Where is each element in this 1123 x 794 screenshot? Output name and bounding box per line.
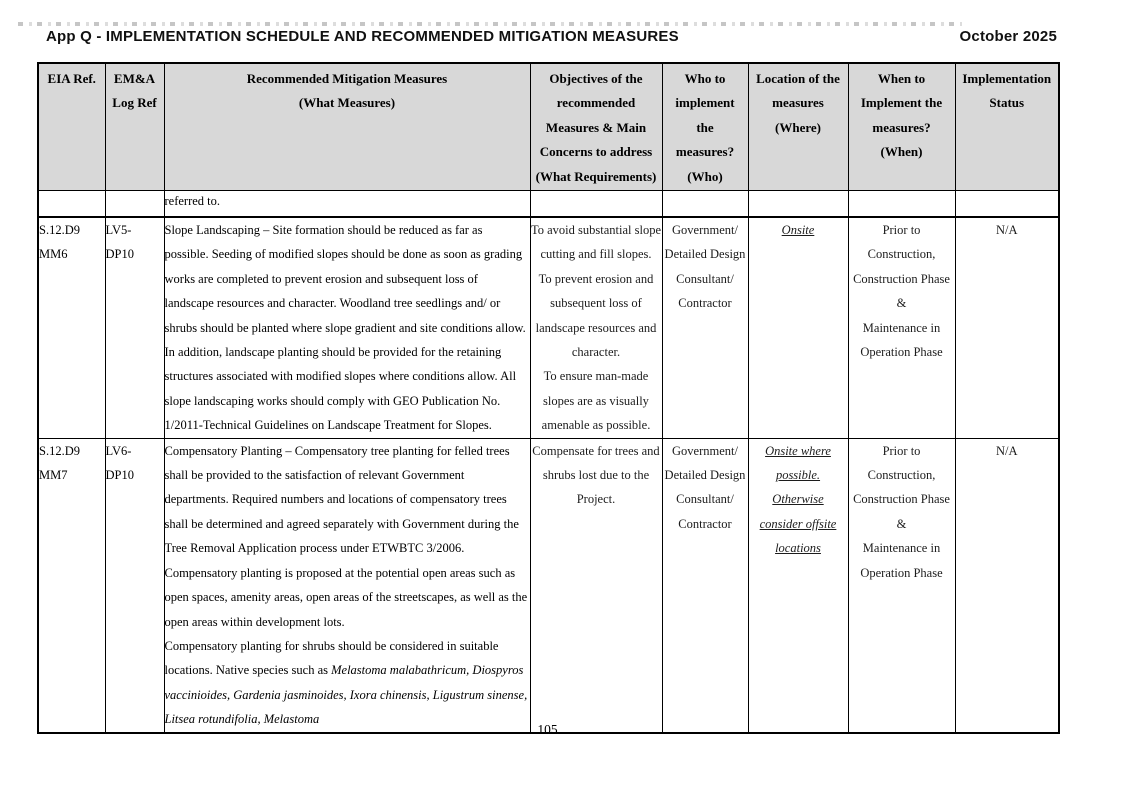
cell-objectives — [530, 217, 662, 438]
who-line: Detailed Design — [664, 468, 746, 483]
when-line: Construction Phase & — [853, 271, 950, 311]
measure-paragraph — [165, 439, 530, 561]
table-row — [38, 438, 1059, 732]
header-line: measures? — [675, 144, 735, 160]
header-line: Recommended Mitigation Measures — [246, 71, 448, 86]
measure-text: Slope Landscaping – Site formation should be reduced as far as possible. Seeding of modified slopes should be done as soon as grading works are completed to prevent erosion and subsequent loss of landscape resources and character. Woodland tree seedlings and/ or shrubs should be planted where slope gradient and site conditions allow. — [164, 223, 526, 335]
cell-where — [748, 217, 848, 438]
eia_ref-line: MM6 — [39, 247, 68, 262]
when-line: Construction Phase & — [853, 492, 950, 531]
cell-measures — [164, 191, 530, 218]
document-header — [46, 28, 1057, 45]
cell-eia_ref — [38, 191, 105, 218]
table-header — [38, 63, 1059, 191]
cell-eia_ref — [38, 438, 105, 732]
table-row — [38, 217, 1059, 438]
table-header-row — [38, 63, 1059, 191]
header-line: (What Requirements) — [535, 168, 657, 184]
log_ref-line: DP10 — [105, 247, 134, 262]
where-line: consider offsite — [759, 516, 837, 531]
header-line: Implementation — [962, 71, 1052, 86]
measure-text: Compensatory planting for shrubs should be considered in suitable locations. Native species such as — [164, 638, 499, 678]
objectives-line: subsequent loss of — [550, 296, 642, 311]
scan-artifact-line — [18, 22, 962, 26]
column-header-eia_ref — [38, 63, 105, 191]
header-line: Location of the — [756, 71, 840, 86]
column-header-when — [848, 63, 955, 191]
cell-when — [848, 191, 955, 218]
log_ref-line: DP10 — [105, 468, 134, 483]
cell-where — [748, 438, 848, 732]
objectives-line: Project. — [576, 492, 616, 507]
objectives-line: character. — [571, 345, 621, 360]
table-row — [38, 191, 1059, 218]
cell-measures — [164, 438, 530, 732]
cell-where — [748, 191, 848, 218]
column-header-where — [748, 63, 848, 191]
header-line: When to — [877, 71, 926, 86]
where-line: possible. — [775, 468, 821, 483]
mitigation-schedule-table — [37, 62, 1060, 734]
who-line: Government/ — [672, 443, 738, 458]
header-line: Objectives of the — [549, 71, 643, 86]
cell-measures — [164, 217, 530, 438]
cell-log_ref — [105, 191, 164, 218]
cell-status — [955, 191, 1059, 218]
cell-who — [662, 191, 748, 218]
status-line: N/A — [995, 443, 1018, 458]
when-line: Operation Phase — [860, 565, 943, 580]
objectives-line: shrubs lost due to the — [542, 468, 650, 483]
log_ref-line: LV5- — [105, 223, 132, 237]
when-line: Prior to Construction, — [867, 223, 936, 262]
header-line: (When) — [880, 144, 923, 160]
cell-log_ref — [105, 438, 164, 732]
where-line: Onsite where — [765, 443, 831, 458]
page-number: 105 — [537, 722, 558, 737]
when-line: Maintenance in — [862, 320, 941, 335]
cell-when — [848, 217, 955, 438]
cell-status — [955, 438, 1059, 732]
cell-objectives — [530, 438, 662, 732]
where-line: locations — [775, 541, 821, 556]
measure-text: referred to. — [164, 194, 221, 208]
column-header-who — [662, 63, 748, 191]
measure-text: In addition, landscape planting should be provided for the retaining structures associated with modified slopes where conditions allow. All slope landscaping works should comply with GEO Publication No. 1/2011-Technical Guidelines on Landscape Treatment for Slopes. — [164, 345, 517, 433]
eia_ref-line: S.12.D9 — [39, 443, 80, 458]
header-line: EM&A — [113, 71, 156, 86]
header-line: Who to — [684, 71, 726, 86]
header-line: (What Measures) — [298, 95, 396, 111]
header-line: the — [696, 119, 714, 135]
objectives-line: To avoid substantial slope — [530, 223, 661, 237]
header-line: Log Ref — [112, 95, 157, 111]
where-line: Otherwise — [772, 492, 824, 507]
cell-when — [848, 438, 955, 732]
measure-text: Compensatory Planting – Compensatory tree planting for felled trees shall be provided to the satisfaction of relevant Government departments. Required numbers and locations of compensatory trees shall be determined and agreed separately with Government during the Tree Removal Application process under ETWBTC 3/2006. — [164, 443, 519, 556]
header-line: Status — [989, 95, 1025, 111]
status-line: N/A — [995, 223, 1018, 237]
who-line: Consultant/ — [676, 492, 734, 507]
who-line: Government/ — [672, 223, 738, 237]
column-header-measures — [164, 63, 530, 191]
cell-eia_ref — [38, 217, 105, 438]
header-line: recommended — [556, 95, 636, 111]
measure-paragraph — [165, 193, 530, 209]
when-line: Maintenance in — [862, 541, 941, 556]
objectives-line: To prevent erosion and — [538, 271, 654, 286]
objectives-line: cutting and fill slopes. — [540, 247, 652, 262]
page-title: App Q - IMPLEMENTATION SCHEDULE AND RECOMMENDED MITIGATION MEASURES — [46, 28, 679, 45]
measure-text: Compensatory planting is proposed at the potential open areas such as open spaces, amenity areas, open areas of the streetscapes, as well as the open areas within development lots. — [164, 565, 528, 629]
table-body — [38, 191, 1059, 733]
header-line: (Who) — [687, 168, 723, 184]
objectives-line: landscape resources and — [535, 320, 657, 335]
measure-paragraph — [165, 340, 530, 438]
header-line: Implement the — [860, 95, 943, 111]
measure-paragraph — [165, 218, 530, 340]
who-line: Contractor — [678, 296, 732, 311]
measure-paragraph — [165, 561, 530, 634]
column-header-status — [955, 63, 1059, 191]
log_ref-line: LV6- — [105, 443, 132, 458]
cell-objectives — [530, 191, 662, 218]
header-line: implement — [675, 95, 735, 111]
column-header-objectives — [530, 63, 662, 191]
document-date: October 2025 — [959, 28, 1057, 45]
header-line: EIA Ref. — [47, 71, 96, 86]
who-line: Contractor — [678, 516, 732, 531]
when-line: Operation Phase — [860, 345, 943, 360]
cell-who — [662, 217, 748, 438]
eia_ref-line: S.12.D9 — [39, 223, 80, 237]
eia_ref-line: MM7 — [39, 468, 68, 483]
header-line: Measures & Main — [545, 119, 647, 135]
measure-paragraph — [165, 634, 530, 732]
cell-who — [662, 438, 748, 732]
cell-status — [955, 217, 1059, 438]
objectives-line: Compensate for trees and — [532, 443, 660, 458]
cell-log_ref — [105, 217, 164, 438]
header-line: measures — [772, 95, 824, 111]
who-line: Consultant/ — [676, 271, 734, 286]
objectives-line: amenable as possible. — [541, 418, 651, 433]
who-line: Detailed Design — [664, 247, 746, 262]
objectives-line: slopes are as visually — [543, 393, 649, 408]
header-line: measures? — [872, 119, 931, 135]
where-line: Onsite — [781, 223, 815, 237]
header-line: Concerns to address — [539, 144, 653, 160]
header-line: (Where) — [775, 119, 821, 135]
column-header-log_ref — [105, 63, 164, 191]
when-line: Prior to Construction, — [867, 443, 936, 483]
species-name-italic: Melastoma malabathricum, Diospyros vaccinioides, Gardenia jasminoides, Ixora chinensis, Ligustrum sinense, Litsea rotundifolia, Melastoma — [164, 663, 528, 727]
objectives-line: To ensure man-made — [543, 369, 649, 384]
